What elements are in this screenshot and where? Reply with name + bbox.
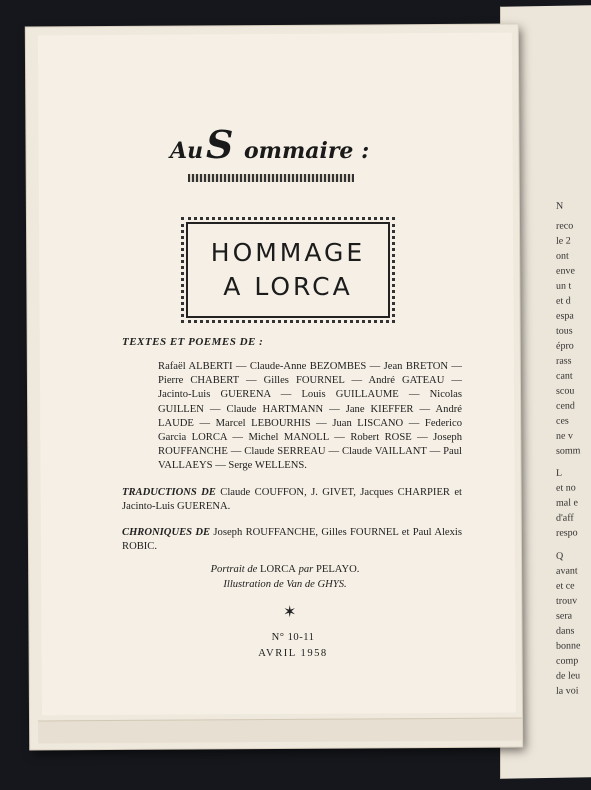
facing-page-text: et d: [556, 295, 571, 307]
facing-page-text: respo: [556, 527, 578, 539]
sommaire-heading: [160, 118, 400, 178]
illustration-label: Illustration de: [223, 579, 284, 590]
facing-page-text: de leu: [556, 670, 581, 682]
chronicles-label: CHRONIQUES DE: [122, 527, 211, 538]
authors-list: Rafaël ALBERTI — Claude-Anne BEZOMBES — Jean BRETON — Pierre CHABERT — Gilles FOURNEL — André GATEAU — Jacinto-Luis GUERENA — Louis GUILLAUME — Nicolas GUILLEN — Claude HARTMANN — Jane KIEFFER — André LAUDE — Marcel LEBOURHIS — Juan LISCANO — Federico Garcia LORCA — Michel MANOLL — Robert ROSE — Joseph ROUFFANCHE — Claude SERREAU — Claude VAILLANT — Paul VALLAEYS — Serge WELLENS.: [158, 361, 462, 472]
facing-page-text: ont: [556, 250, 569, 262]
facing-page-text: enve: [556, 265, 575, 277]
portrait-artist: PELAYO.: [315, 564, 360, 575]
facing-page-text: le 2: [556, 235, 571, 247]
textes-heading: TEXTES ET POEMES DE :: [122, 336, 264, 348]
heading-rest: ommaire :: [244, 138, 370, 164]
facing-page-text: somm: [556, 445, 581, 457]
portrait-credit: [200, 563, 370, 578]
facing-page-text: mal e: [556, 497, 578, 509]
heading-initial: S: [206, 122, 234, 167]
title-line-1: HOMMAGE: [210, 238, 366, 267]
issue-date: AVRIL 1958: [258, 648, 328, 659]
portrait-subject: LORCA: [260, 564, 296, 575]
facing-page-text: et no: [556, 482, 576, 494]
illustration-credit: [200, 578, 370, 593]
heading-au: Au: [170, 138, 204, 164]
facing-page-text: avant: [556, 565, 578, 577]
portrait-label: Portrait de: [210, 564, 258, 575]
illustration-artist: Van de GHYS.: [286, 579, 347, 590]
issue-info: [248, 630, 338, 662]
translations-paragraph: [122, 486, 462, 514]
star-ornament: ✶: [283, 602, 297, 621]
issue-number: N° 10-11: [271, 632, 315, 643]
facing-page-text: L: [556, 467, 563, 479]
chronicles-names: Joseph ROUFFANCHE, Gilles FOURNEL et Paul Alexis ROBIC.: [122, 527, 462, 553]
facing-page-text: rass: [556, 355, 572, 367]
facing-page-text: trouv: [556, 595, 578, 607]
facing-page-text: ne v: [556, 430, 573, 442]
facing-page-text: cant: [556, 370, 573, 382]
page-bottom-edge: [38, 717, 522, 743]
facing-page-text: reco: [556, 220, 574, 232]
title-frame: [186, 222, 390, 318]
facing-page-text: dans: [556, 625, 575, 637]
facing-page-text: sera: [556, 610, 573, 622]
facing-page-text: bonne: [556, 640, 581, 652]
facing-page-text: et ce: [556, 580, 575, 592]
facing-page-text: comp: [556, 655, 579, 667]
facing-page-text: un t: [556, 280, 572, 292]
facing-page-text: la voi: [556, 685, 579, 697]
facing-page-text: d'aff: [556, 512, 574, 524]
facing-page-text: ces: [556, 415, 569, 427]
title-line-2: A LORCA: [223, 272, 353, 301]
portrait-by: par: [298, 564, 314, 575]
facing-page-text: scou: [556, 385, 575, 397]
chronicles-paragraph: [122, 526, 462, 554]
facing-page-text: cend: [556, 400, 575, 412]
facing-page-text: Q: [556, 550, 564, 562]
facing-page-text: épro: [556, 340, 574, 352]
heading-underline-ornament: [188, 174, 354, 182]
translations-label: TRADUCTIONS DE: [122, 487, 216, 498]
facing-page-text: N: [556, 200, 564, 212]
facing-page-text: tous: [556, 325, 573, 337]
translations-names: Claude COUFFON, J. GIVET, Jacques CHARPIER et Jacinto-Luis GUERENA.: [122, 487, 463, 513]
facing-page-text: espa: [556, 310, 574, 322]
